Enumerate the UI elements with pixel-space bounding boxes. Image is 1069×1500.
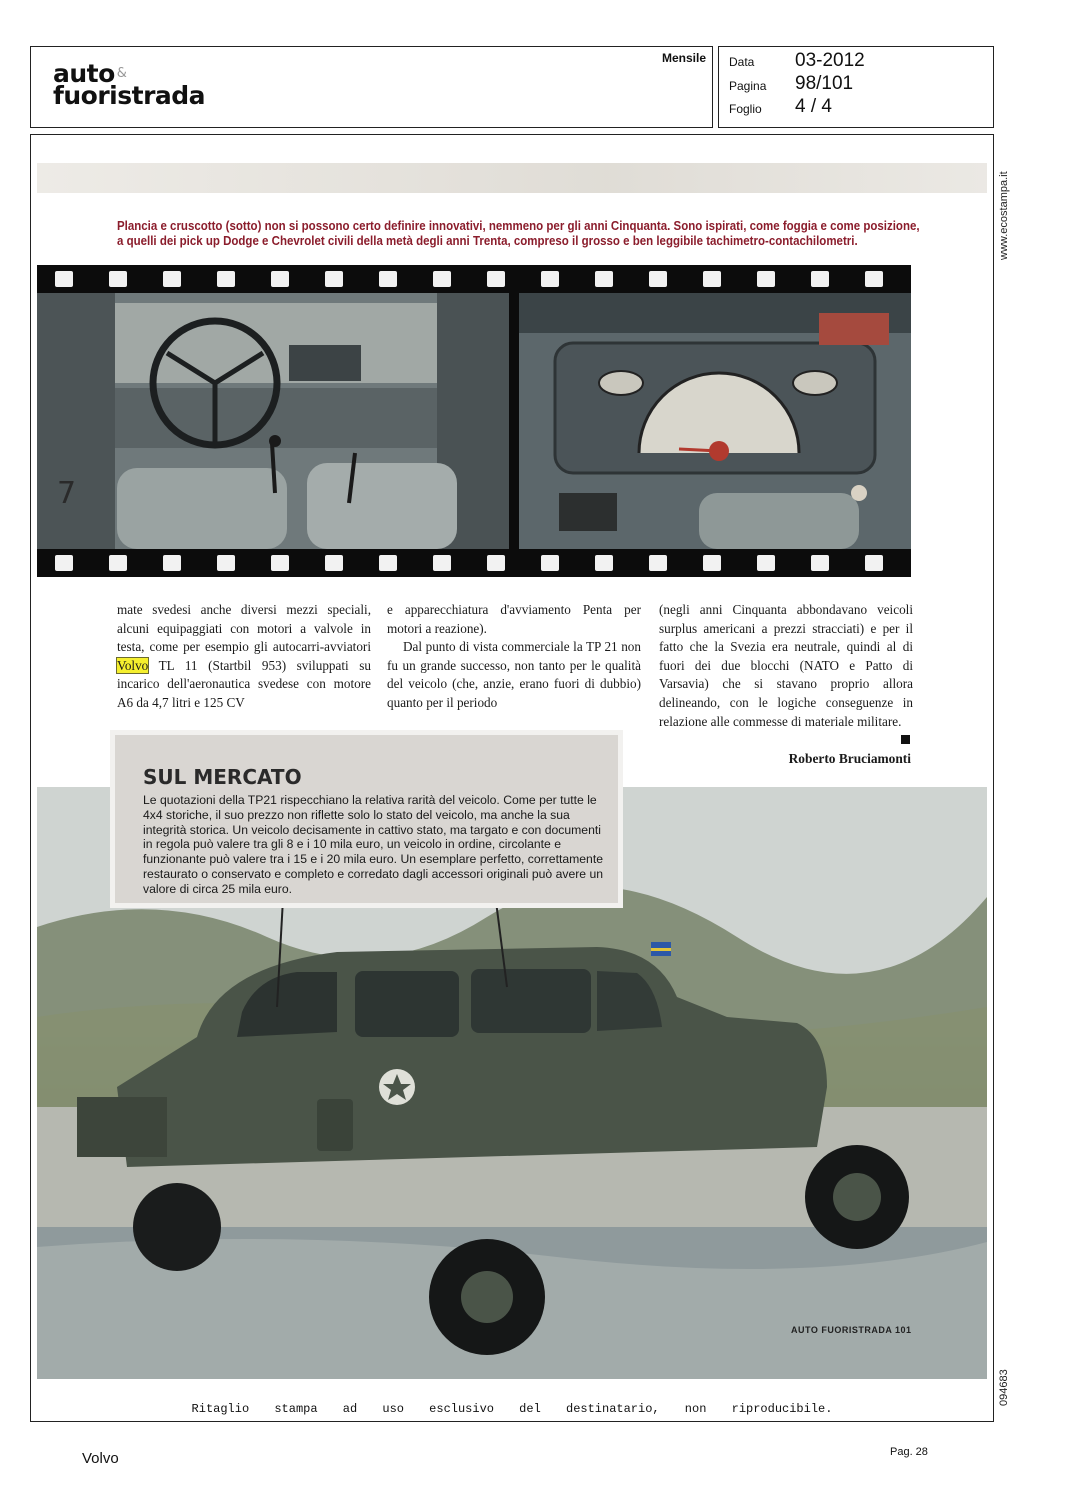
film-perforation (541, 271, 559, 287)
film-perforation (379, 555, 397, 571)
film-perforation (109, 271, 127, 287)
dashboard-photo (37, 293, 509, 549)
film-perforation (811, 271, 829, 287)
article-page (30, 134, 994, 1422)
film-perforation (757, 555, 775, 571)
sheet-label: Foglio (729, 102, 762, 116)
photo-credit: AUTO FUORISTRADA 101 (791, 1325, 912, 1335)
sheet-value: 4 / 4 (795, 96, 832, 117)
speedometer-photo (519, 293, 911, 549)
photo-caption: Plancia e cruscotto (sotto) non si possono certo definire innovativi, nemmeno per gli anni Cinquanta. Sono ispirati, come foggia e come posizione, a quelli dei pick up Dodge e Chevrolet civili della metà degli anni Trenta, compreso il grosso e ben leggibile tachimetro-contachilometri. (117, 219, 920, 248)
footer-page-number: Pag. 28 (890, 1446, 928, 1458)
film-perforation (541, 555, 559, 571)
film-perforation (163, 555, 181, 571)
date-label: Data (729, 55, 755, 69)
film-perforation (325, 271, 343, 287)
frequency-label: Mensile (661, 51, 706, 65)
film-perforation (217, 555, 235, 571)
market-value-sidebar (115, 735, 618, 903)
film-perforation (865, 271, 883, 287)
film-perforation (703, 555, 721, 571)
sidebar-text: Le quotazioni della TP21 rispecchiano la relativa rarità del veicolo. Come per tutte le 4x4 storiche, il suo prezzo non riflette solo lo stato del veicolo, ma anche la sua integrità storica. Un veicolo decisamente in cattivo stato, ma targato e con documenti in regola può valere tra gli 8 e i 10 mila euro, un veicolo in ordine, circolante e funzionante può valere tra i 15 e i 20 mila euro. Un esemplare perfetto, correttamente restaurato o conservato e completo e corredato dagli accessori originali può avere un valore di circa 25 mila euro. (143, 793, 604, 896)
film-perforation (811, 555, 829, 571)
masthead-panel (30, 46, 713, 128)
article-column-1: mate svedesi anche diversi mezzi speciali, alcuni equipaggiati con motori a valvole in testa, come per esempio gli autocarri-avviatori Volvo TL 11 (Startbil 953) sviluppati su incarico dell'aeronautica svedese con motore A6 da 4,7 litri e 125 CV (117, 602, 371, 710)
film-strip-photos (37, 265, 911, 577)
clipping-code: 094683 (998, 1369, 1010, 1406)
film-perforation (379, 271, 397, 287)
film-perforation (595, 555, 613, 571)
article-column-2: e apparecchiatura d'avviamento Penta per motori a reazione). Dal punto di vista commerciale la TP 21 non fu un grande successo, non tanto per le qualità del veicolo (che, anzie, erano fuori di dubbio) quanto per il periodo (387, 602, 641, 710)
highlighted-term: Volvo (117, 657, 149, 673)
speedometer-illustration (519, 293, 911, 549)
film-perforation (163, 271, 181, 287)
film-perforation (55, 555, 73, 571)
film-perforation (649, 271, 667, 287)
dashboard-illustration (37, 293, 509, 549)
footer-topic: Volvo (82, 1450, 119, 1467)
svg-text:7: 7 (57, 476, 77, 511)
metadata-panel (718, 46, 994, 128)
date-value: 03-2012 (795, 50, 865, 71)
article-author: Roberto Bruciamonti (788, 751, 911, 766)
magazine-logo: auto & fuoristrada (53, 59, 206, 110)
clipping-header (30, 46, 994, 130)
film-perforation (865, 555, 883, 571)
film-perforation (595, 271, 613, 287)
copyright-disclaimer: Ritaglio stampa ad uso esclusivo del destinatario, non riproducibile. (191, 1402, 833, 1416)
page-value: 98/101 (795, 73, 854, 94)
film-perforation (325, 555, 343, 571)
film-perforation (109, 555, 127, 571)
sidebar-title: SUL MERCATO (143, 765, 302, 789)
end-of-article-mark (901, 735, 910, 744)
film-perforation (703, 271, 721, 287)
film-perforation (433, 555, 451, 571)
film-perforation (649, 555, 667, 571)
film-perforation (55, 271, 73, 287)
film-perforation (757, 271, 775, 287)
cropped-photo-strip (37, 163, 987, 193)
film-perforation (271, 555, 289, 571)
article-column-3: (negli anni Cinquanta abbondavano veicoli surplus americani a prezzi stracciati) e per il fatto che la Svezia era neutrale, quindi al di fuori dei due blocchi (NATO e Patto di Varsavia) che si stavano proprio allora delineando, con le logiche conseguenze in relazione alle commesse di materiale militare. (659, 602, 913, 729)
film-perforation (487, 555, 505, 571)
film-perforation (271, 271, 289, 287)
film-perforation (217, 271, 235, 287)
film-perforation (433, 271, 451, 287)
film-perforation (487, 271, 505, 287)
page-label: Pagina (729, 79, 767, 93)
source-url: www.ecostampa.it (998, 171, 1010, 260)
